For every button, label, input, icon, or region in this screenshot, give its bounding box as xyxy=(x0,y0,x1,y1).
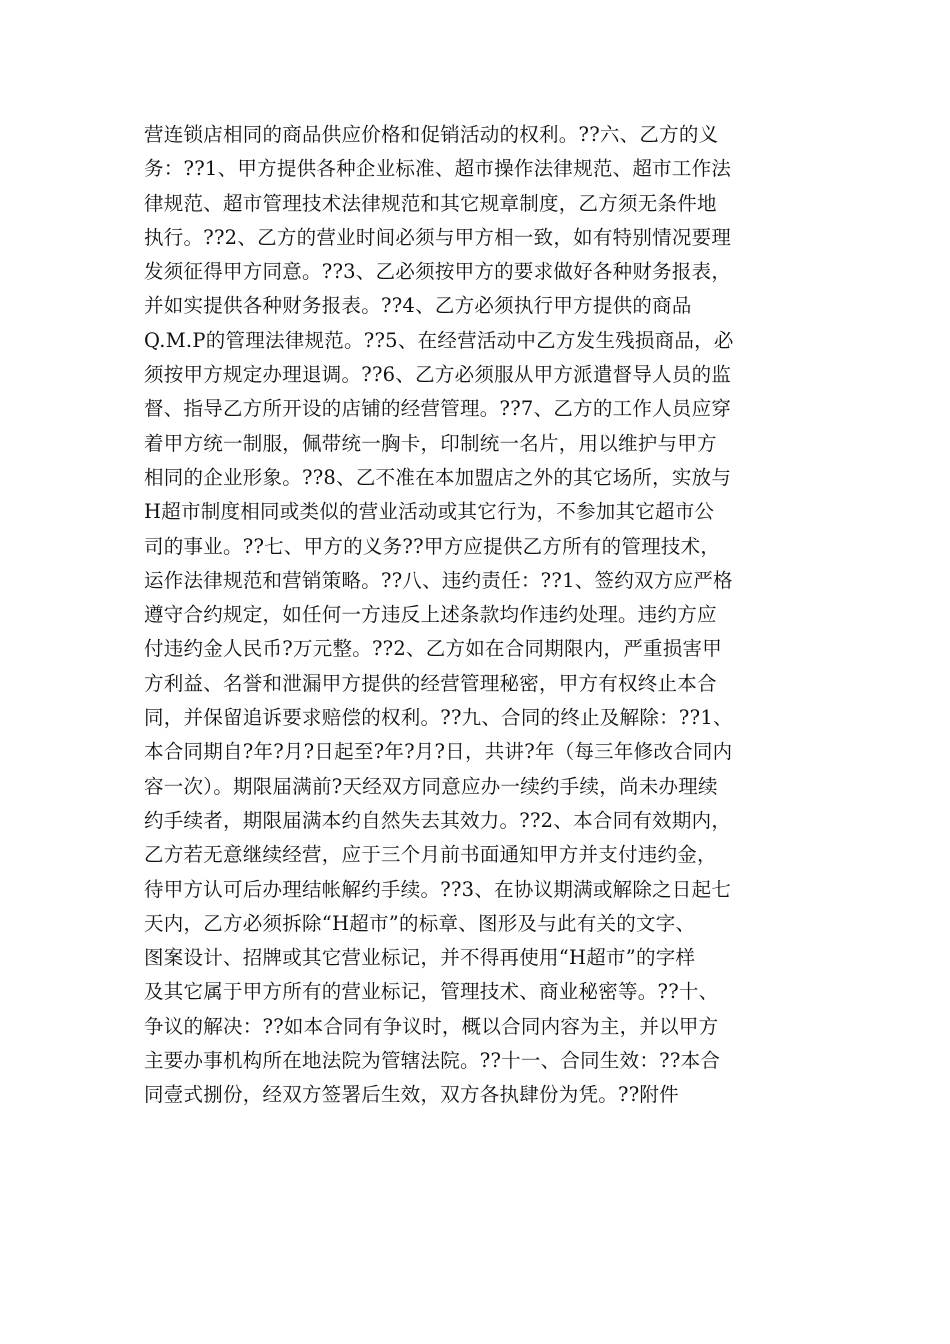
text-line: 遵守合约规定，如任何一方违反上述条款均作违约处理。违约方应 xyxy=(144,603,717,627)
document-body xyxy=(144,118,814,1113)
text-line: 及其它属于甲方所有的营业标记，管理技术、商业秘密等。??十、 xyxy=(144,980,719,1004)
text-line: 并如实提供各种财务报表。??4、乙方必须执行甲方提供的商品 xyxy=(144,294,692,318)
text-line: 图案设计、招牌或其它营业标记，并不得再使用“H超市”的字样 xyxy=(144,946,696,970)
text-line: 主要办事机构所在地法院为管辖法院。??十一、合同生效：??本合 xyxy=(144,1049,721,1073)
text-line: 同壹式捌份，经双方签署后生效，双方各执肆份为凭。??附件 xyxy=(144,1083,679,1107)
text-line: 争议的解决：??如本合同有争议时，概以合同内容为主，并以甲方 xyxy=(144,1014,719,1038)
text-line: 容一次）。期限届满前?天经双方同意应办一续约手续，尚未办理续 xyxy=(144,774,718,798)
text-line: 天内，乙方必须拆除“H超市”的标章、图形及与此有关的文字、 xyxy=(144,911,696,935)
text-line: 运作法律规范和营销策略。??八、违约责任：??1、签约双方应严格 xyxy=(144,568,733,592)
text-line: 律规范、超市管理技术法律规范和其它规章制度，乙方须无条件地 xyxy=(144,191,717,215)
text-line: 方利益、名誉和泄漏甲方提供的经营管理秘密，甲方有权终止本合 xyxy=(144,671,717,695)
text-line: 相同的企业形象。??8、乙不准在本加盟店之外的其它场所，实放与 xyxy=(144,465,732,489)
text-line: 本合同期自?年?月?日起至?年?月?日，共讲?年（每三年修改合同内 xyxy=(144,740,733,764)
text-line: 同，并保留追诉要求赔偿的权利。??九、合同的终止及解除：??1、 xyxy=(144,706,733,730)
text-line: 督、指导乙方所开设的店铺的经营管理。??7、乙方的工作人员应穿 xyxy=(144,397,732,421)
text-line: 务：??1、甲方提供各种企业标准、超市操作法律规范、超市工作法 xyxy=(144,157,732,181)
text-line: 执行。??2、乙方的营业时间必须与甲方相一致，如有特别情况要理 xyxy=(144,225,732,249)
text-line: Q.M.P的管理法律规范。??5、在经营活动中乙方发生残损商品，必 xyxy=(144,328,734,352)
text-line: 付违约金人民币?万元整。??2、乙方如在合同期限内，严重损害甲 xyxy=(144,637,723,661)
text-line: 约手续者，期限届满本约自然失去其效力。??2、本合同有效期内， xyxy=(144,808,732,832)
text-line: H超市制度相同或类似的营业活动或其它行为，不参加其它超市公 xyxy=(144,500,715,524)
text-line: 乙方若无意继续经营，应于三个月前书面通知甲方并支付违约金， xyxy=(144,843,717,867)
text-line: 着甲方统一制服，佩带统一胸卡，印制统一名片，用以维护与甲方 xyxy=(144,431,717,455)
text-line: 待甲方认可后办理结帐解约手续。??3、在协议期满或解除之日起七 xyxy=(144,877,732,901)
text-line: 发须征得甲方同意。??3、乙必须按甲方的要求做好各种财务报表， xyxy=(144,260,732,284)
text-line: 营连锁店相同的商品供应价格和促销活动的权利。??六、乙方的义 xyxy=(144,123,719,146)
text-line: 司的事业。??七、甲方的义务??甲方应提供乙方所有的管理技术， xyxy=(144,534,721,558)
text-line: 须按甲方规定办理退调。??6、乙方必须服从甲方派遣督导人员的监 xyxy=(144,363,732,387)
